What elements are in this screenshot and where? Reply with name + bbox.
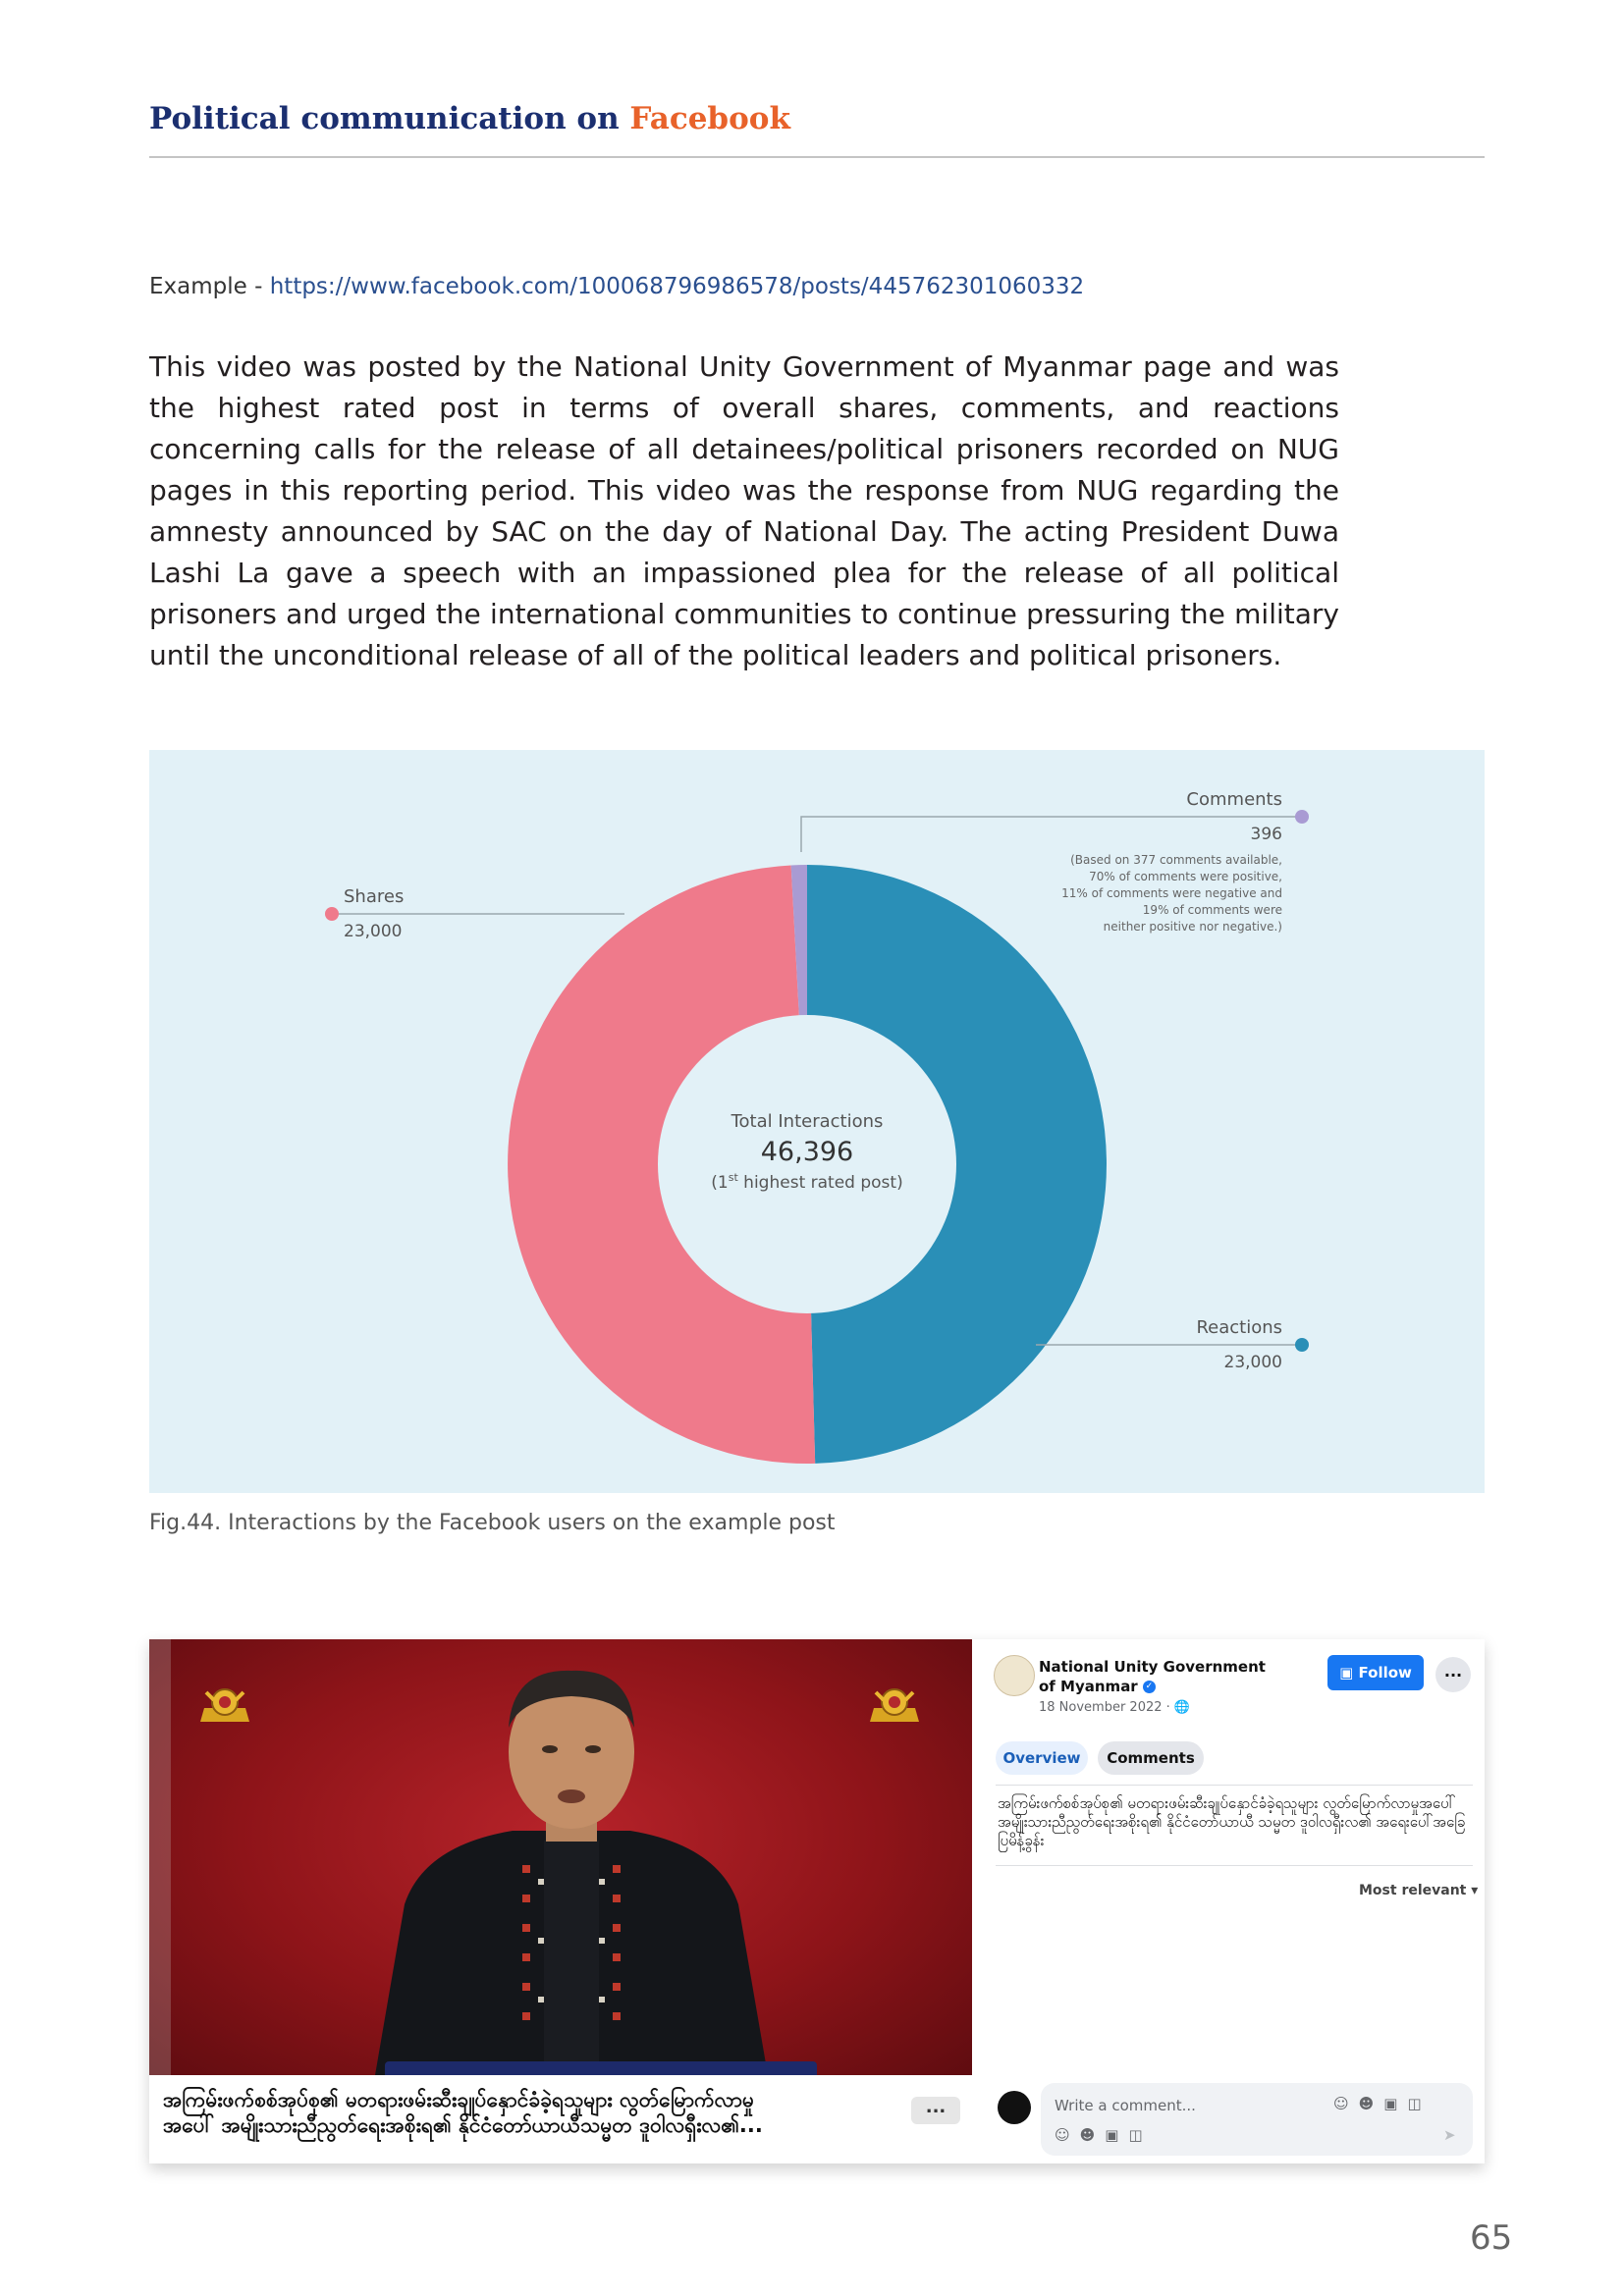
emoji-icon[interactable]: ☻ <box>1079 2126 1106 2144</box>
comment-tools-top <box>1333 2095 1432 2112</box>
comments-note-line: neither positive nor negative.) <box>1103 920 1282 934</box>
header-title-part1: Political communication on <box>149 101 620 136</box>
send-icon[interactable]: ➤ <box>1443 2126 1466 2144</box>
camera-icon[interactable]: ◫ <box>1407 2095 1432 2112</box>
divider <box>996 1865 1473 1866</box>
gif-icon[interactable]: ▣ <box>1105 2126 1129 2144</box>
post-date[interactable]: 18 November 2022 · 🌐 <box>1039 1700 1191 1715</box>
header-rule <box>149 156 1485 158</box>
reactions-label: Reactions <box>1196 1317 1282 1338</box>
sticker-icon[interactable]: ☺ <box>1055 2126 1080 2144</box>
divider <box>996 1785 1473 1786</box>
comments-note-line: (Based on 377 comments available, <box>1070 853 1282 867</box>
speaker-figure <box>365 1659 778 2075</box>
page-name-text[interactable]: National Unity Government of Myanmar <box>1039 1658 1266 1695</box>
comments-note-line: 70% of comments were positive, <box>1089 870 1282 883</box>
video-title-line: အပေါ် အမျိုးသားညီညွတ်ရေးအစိုးရ၏ နိုင်ငံတော်ယာယီသမ္မတ ဒူဝါလရှီးလ၏... <box>163 2113 763 2137</box>
center-note-post: highest rated post) <box>737 1173 903 1193</box>
running-header <box>149 101 790 136</box>
page-number: 65 <box>1470 2218 1513 2258</box>
center-title: Total Interactions <box>731 1111 884 1132</box>
center-note <box>711 1171 902 1193</box>
follow-button[interactable]: ▣ Follow <box>1327 1655 1424 1690</box>
gif-icon[interactable]: ▣ <box>1383 2095 1408 2112</box>
page-name[interactable] <box>1039 1657 1284 1696</box>
comments-dot <box>1295 810 1309 824</box>
follow-label: Follow <box>1358 1664 1412 1682</box>
podium <box>385 2061 817 2075</box>
shares-label: Shares <box>344 886 405 907</box>
emoji-icon[interactable]: ☻ <box>1358 2095 1384 2112</box>
chart-svg <box>149 750 1485 1493</box>
comment-placeholder: Write a comment... <box>1055 2097 1196 2114</box>
comments-value: 396 <box>1250 825 1282 844</box>
page-avatar[interactable] <box>994 1655 1035 1696</box>
comments-label: Comments <box>1186 789 1282 810</box>
shares-dot <box>325 907 339 921</box>
tab-overview[interactable]: Overview <box>996 1741 1088 1775</box>
camera-icon[interactable]: ◫ <box>1128 2126 1153 2144</box>
center-note-pre: (1 <box>711 1173 729 1193</box>
verified-badge-icon: ✓ <box>1143 1681 1156 1693</box>
reactions-dot <box>1295 1338 1309 1352</box>
header-title-part2: Facebook <box>629 101 790 136</box>
post-text: အကြမ်းဖက်စစ်အုပ်စု၏ မတရားဖမ်းဆီးချုပ်နှောင်ခံခဲ့ရသူများ လွတ်မြောက်လာမှုအပေါ် အမျိုးသားညီညွတ်ရေးအစိုးရ၏ နိုင်ငံတော်ယာယီ သမ္မတ ဒူဝါလရှီးလ၏ အရေးပေါ်အခြေပြမိန့်ခွန်း <box>998 1794 1466 1849</box>
reactions-value: 23,000 <box>1223 1353 1282 1372</box>
comment-input[interactable] <box>1041 2083 1473 2156</box>
video-more-button[interactable]: ... <box>911 2097 960 2124</box>
facebook-post-screenshot <box>149 1639 1485 2163</box>
center-note-sup: st <box>728 1171 738 1184</box>
user-avatar <box>998 2091 1031 2124</box>
video-frame[interactable] <box>149 1639 972 2075</box>
comment-tools-bottom <box>1055 2126 1153 2144</box>
comments-note <box>1061 853 1282 934</box>
comments-note-line: 11% of comments were negative and <box>1061 886 1282 900</box>
sticker-icon[interactable]: ☺ <box>1333 2095 1359 2112</box>
tab-comments[interactable]: Comments <box>1098 1741 1204 1775</box>
shares-value: 23,000 <box>344 922 403 941</box>
example-label: Example - <box>149 274 270 299</box>
video-edge <box>149 1639 171 2075</box>
video-title-line: အကြမ်းဖက်စစ်အုပ်စု၏ မတရားဖမ်းဆီးချုပ်နှောင်ခံခဲ့ရသူများ လွတ်မြောက်လာမှု <box>163 2088 754 2111</box>
state-emblem-icon <box>196 1679 253 1728</box>
sort-dropdown[interactable]: Most relevant ▾ <box>1359 1883 1479 1898</box>
body-paragraph: This video was posted by the National Unity Government of Myanmar page and was the highest rated post in terms of overall shares, comments, and reactions concerning calls for the release of all detainees/political prisoners recorded on NUG pages in this reporting period. This video was the response from NUG regarding the amnesty announced by SAC on the day of National Day. The acting President Duwa Lashi La gave a speech with an impassioned plea for the release of all political prisoners and urged the international communities to continue pressuring the military until the unconditional release of all of the political leaders and political prisoners. <box>149 350 1339 671</box>
example-line <box>149 274 1084 299</box>
figure-caption: Fig.44. Interactions by the Facebook users on the example post <box>149 1511 836 1535</box>
state-emblem-icon <box>866 1679 923 1728</box>
comments-leader-line <box>801 817 1302 852</box>
comments-note-line: 19% of comments were <box>1142 903 1282 917</box>
more-options-button[interactable]: ... <box>1435 1657 1471 1692</box>
facebook-sidebar <box>986 1639 1485 2163</box>
example-link[interactable]: https://www.facebook.com/100068796986578/posts/445762301060332 <box>269 274 1085 299</box>
donut-chart <box>149 750 1485 1493</box>
video-title <box>163 2087 919 2138</box>
center-value: 46,396 <box>760 1137 854 1167</box>
